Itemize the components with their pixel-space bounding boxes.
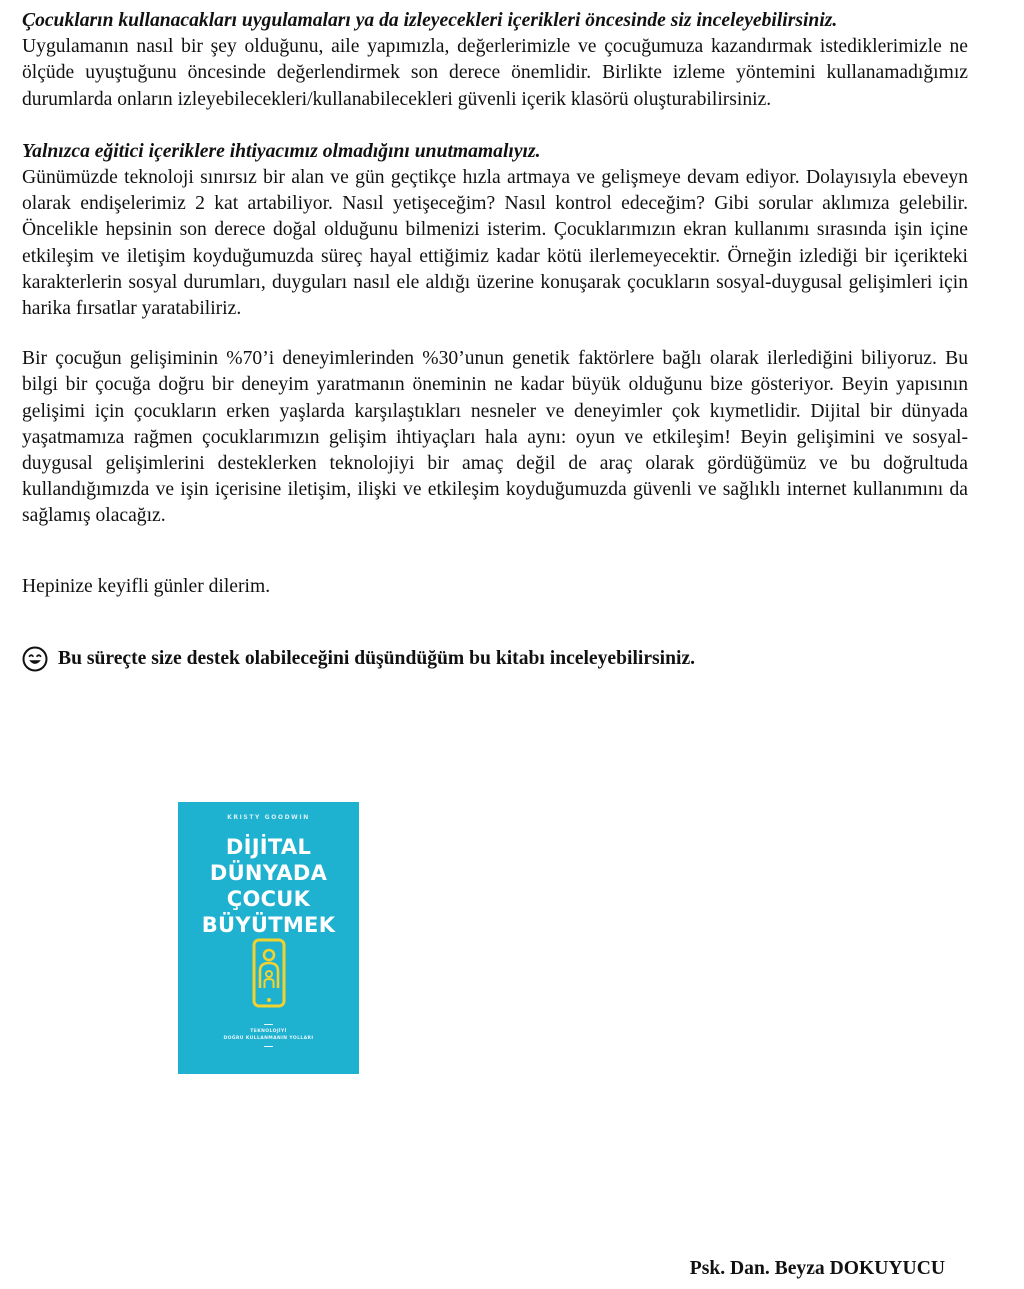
author-signature: Psk. Dan. Beyza DOKUYUCU — [689, 1258, 945, 1279]
section-heading-not-only-educational: Yalnızca eğitici içeriklere ihtiyacımız olmadığını unutmamalıyız. — [22, 140, 541, 162]
section-heading-review-content: Çocukların kullanacakları uygulamaları ya da izleyecekleri içerikleri öncesinde siz inceleyebilirsiniz. — [22, 10, 838, 31]
book-subtitle-line: DOĞRU KULLANMANIN YOLLARI — [223, 1036, 314, 1041]
document-body — [22, 8, 968, 672]
recommendation-text: Bu süreçte size destek olabileceğini düşündüğüm bu kitabı inceleyebilirsiniz. — [58, 647, 696, 669]
book-title-line: ÇOCUK — [226, 887, 311, 911]
book-title-line: BÜYÜTMEK — [201, 913, 336, 937]
book-divider — [264, 1046, 273, 1047]
book-author: KRISTY GOODWIN — [227, 814, 310, 821]
smiley-icon — [22, 646, 48, 672]
book-subtitle-line: TEKNOLOJİYİ — [250, 1029, 287, 1034]
book-subtitle — [178, 1028, 359, 1042]
book-divider — [264, 1024, 273, 1025]
book-title — [178, 834, 359, 938]
paragraph-review-content: Uygulamanın nasıl bir şey olduğunu, aile yapımızla, değerlerimizle ve çocuğumuza kazandırmak istediklerimizle ne ölçüde uyuştuğunu öncesinde değerlendirmek son derece önemlidir. Birlikte izleme yöntemini kullanamadığımız durumlarda onların izleyebilecekleri/kullanabilecekleri güvenli içerik klasörü oluşturabilirsiniz. — [22, 36, 968, 110]
book-recommendation — [22, 646, 968, 672]
paragraph-development: Bir çocuğun gelişiminin %70’i deneyimlerinden %30’unun genetik faktörlere bağlı olarak ilerlediğini biliyoruz. Bu bilgi bir çocuğa doğru bir deneyim yaratmanın öneminin ne kadar büyük olduğunu bize gösteriyor. Beyin yapısının gelişimi için çocukların erken yaşlarda karşılaştıkları nesneler ve deneyimler çok kıymetlidir. Dijital bir dünyada yaşatmamıza rağmen çocuklarımızın gelişim ihtiyaçları hala aynı: oyun ve etkileşim! Beyin gelişimini ve sosyal-duygusal gelişimlerini desteklerken teknolojiyi bir amaç değil de araç olarak gördüğümüz ve bu doğrultuda kullandığımızda ve işin içerisine iletişim, ilişki ve etkileşim koyduğumuzda güvenli ve sağlıklı internet kullanımını da sağlamış olacağız. — [22, 348, 968, 527]
phone-family-icon — [252, 938, 286, 1008]
book-title-line: DİJİTAL — [225, 835, 312, 859]
book-cover-image — [178, 802, 359, 1074]
paragraph-technology-concerns: Günümüzde teknoloji sınırsız bir alan ve gün geçtikçe hızla artmaya ve gelişmeye devam ediyor. Dolayısıyla ebeveyn olarak endişelerimiz 2 kat artabiliyor. Nasıl yetişeceğim? Nasıl kontrol edeceğim? Gibi sorular aklımıza gelebilir. Öncelikle hepsinin son derece doğal olduğunu bilmenizi isterim. Çocuklarımızın ekran kullanımı sırasında işin içine etkileşim ve iletişim koyduğumuzda süreç hayal ettiğimiz kadar kötü ilerlemeyecektir. Örneğin izlediği bir içerikteki karakterlerin sosyal durumları, duyguları nasıl ele aldığı üzerine konuşarak çocukların sosyal-duygusal gelişimleri için harika fırsatlar yaratabiliriz. — [22, 167, 968, 320]
book-title-line: DÜNYADA — [209, 861, 328, 885]
closing-line: Hepinize keyifli günler dilerim. — [22, 575, 271, 597]
